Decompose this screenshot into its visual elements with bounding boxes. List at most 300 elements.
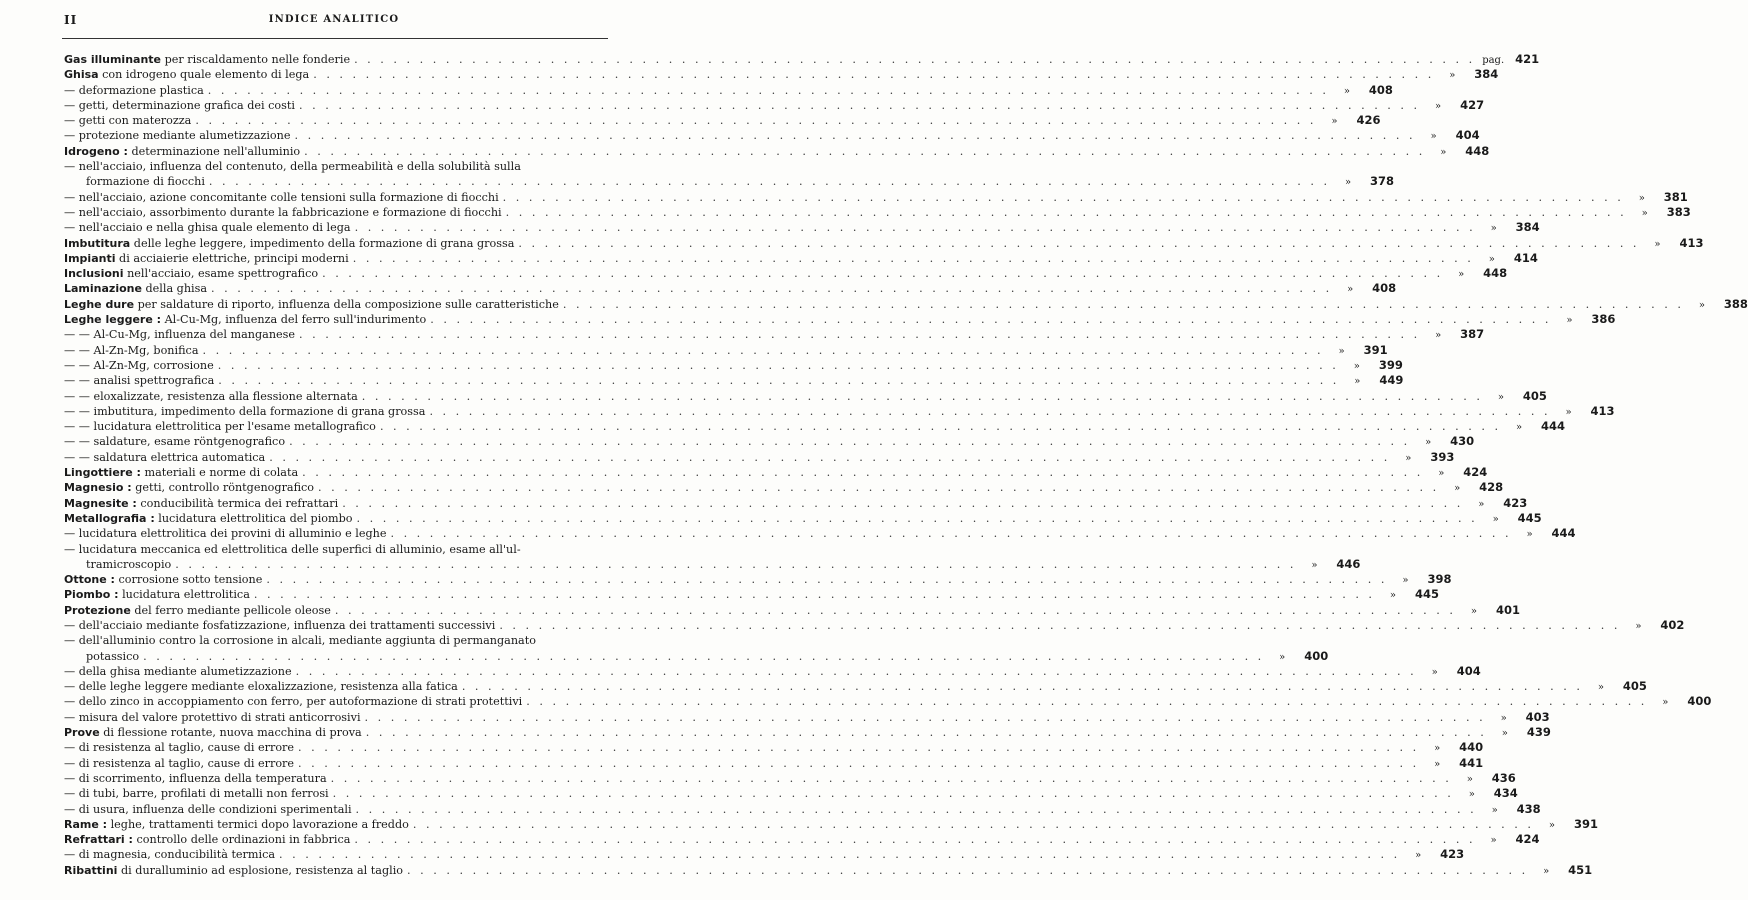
index-entry (64, 250, 1538, 266)
entry-text (64, 572, 262, 587)
entry-text (64, 67, 309, 82)
entry-text (64, 434, 285, 449)
entry-text (64, 358, 214, 373)
entry-text (64, 98, 295, 113)
page-prefix: » (1279, 651, 1286, 663)
index-entry (64, 189, 1688, 205)
entry-description: del ferro mediante pellicole oleose (130, 603, 331, 617)
page-prefix: » (1454, 483, 1461, 495)
entry-term: Magnesio : (64, 481, 132, 495)
page-prefix: » (1434, 758, 1441, 770)
index-entry (64, 296, 1748, 312)
entry-description: — nell'acciaio, influenza del contenuto, della permeabilità e della solubilità sulla (64, 160, 521, 174)
page-reference: 384 (1515, 220, 1540, 235)
page-reference: 405 (1522, 388, 1547, 403)
index-entry (64, 725, 1551, 740)
entry-text (64, 587, 250, 602)
dot-leader (208, 83, 1329, 98)
page-prefix: » (1662, 697, 1669, 709)
page-prefix: » (1490, 835, 1497, 847)
index-entry (64, 113, 1381, 128)
index-entry (64, 373, 1404, 388)
page-reference: 438 (1516, 801, 1541, 816)
entry-text (86, 174, 205, 189)
index-entry (64, 312, 1616, 327)
page-reference: 444 (1551, 526, 1576, 541)
page-reference: 441 (1459, 755, 1484, 770)
entry-text (64, 83, 204, 98)
dot-leader (294, 128, 1415, 143)
page-reference: 430 (1450, 434, 1475, 449)
dot-leader (304, 144, 1425, 159)
entry-description: — nell'acciaio, azione concomitante colle tensioni sulla formazione di fiocchi (64, 190, 499, 204)
page-reference: 387 (1460, 327, 1485, 342)
dot-leader (366, 725, 1487, 740)
entry-text (64, 832, 350, 847)
page-prefix: » (1500, 712, 1507, 724)
page-prefix: » (1492, 513, 1499, 525)
index-entry (64, 663, 1481, 679)
entry-text (64, 465, 298, 480)
dot-leader (354, 832, 1475, 847)
index-entry (64, 633, 604, 648)
dot-leader (333, 786, 1454, 801)
page-reference: 424 (1515, 832, 1540, 847)
entry-text (64, 419, 376, 434)
page-prefix: » (1515, 422, 1523, 434)
entry-term: Protezione (64, 603, 131, 617)
entry-text (64, 694, 522, 709)
page-reference: 423 (1503, 495, 1528, 510)
page-reference: 448 (1465, 143, 1490, 158)
entry-description: lucidatura elettrolitica del piombo (154, 511, 353, 525)
dot-leader (299, 98, 1420, 113)
page-prefix: pag. (1482, 55, 1505, 66)
entry-term: Ottone : (64, 573, 115, 587)
page-reference: 403 (1525, 709, 1550, 724)
entry-description: lucidatura elettrolitica (118, 588, 250, 602)
entry-description: — nell'acciaio, assorbimento durante la fabbricazione e formazione di fiocchi (64, 205, 502, 219)
page-reference: 398 (1427, 572, 1452, 587)
page-prefix: » (1468, 789, 1475, 801)
index-entry (64, 832, 1540, 847)
dot-leader (318, 480, 1439, 495)
page-reference: 381 (1663, 189, 1688, 204)
dot-leader (342, 496, 1463, 511)
dot-leader (266, 572, 1387, 587)
entry-description: leghe, trattamenti termici dopo lavorazione a freddo (107, 817, 409, 831)
page-prefix: » (1497, 391, 1504, 403)
entry-text (86, 649, 139, 664)
dot-leader (353, 251, 1474, 266)
dot-leader (203, 343, 1324, 358)
page-prefix: » (1434, 743, 1441, 755)
entry-text (64, 664, 292, 679)
entry-description: con idrogeno quale elemento di lega (98, 68, 310, 82)
page-prefix: » (1389, 590, 1397, 602)
index-entry (64, 403, 1615, 419)
entry-description: nell'acciaio, esame spettrografico (123, 267, 319, 281)
entry-description: — nell'acciaio e nella ghisa quale elemento di lega (64, 221, 351, 235)
page-prefix: » (1565, 406, 1572, 418)
entry-text (64, 190, 499, 205)
entry-term: Prove (64, 726, 100, 740)
entry-text (64, 251, 349, 266)
page-reference: 434 (1493, 786, 1518, 801)
dot-leader (211, 281, 1332, 296)
index-entry (64, 740, 1484, 755)
page-reference: 444 (1541, 419, 1566, 434)
page-reference: 421 (1515, 52, 1540, 66)
entry-text (64, 603, 331, 618)
page-prefix: » (1654, 238, 1661, 250)
page-prefix: » (1526, 529, 1533, 541)
index-entry (64, 786, 1518, 801)
page-reference: 423 (1440, 847, 1465, 862)
dot-leader (313, 67, 1434, 82)
index-entry (64, 327, 1485, 342)
index-entry (64, 556, 1361, 572)
entry-description: — getti, determinazione grafica dei costi (64, 98, 295, 112)
page-reference: 448 (1483, 266, 1508, 281)
page-reference: 391 (1573, 816, 1598, 831)
page-prefix: » (1347, 284, 1354, 296)
entry-description: corrosione sotto tensione (114, 573, 263, 587)
entry-description: — di scorrimento, influenza della temperatura (64, 771, 327, 785)
page-prefix: » (1548, 819, 1556, 831)
entry-text (64, 756, 294, 771)
entry-text (64, 802, 352, 817)
entry-text (64, 725, 362, 740)
index-entry (64, 694, 1712, 709)
index-entry (64, 755, 1484, 771)
index-entry (64, 434, 1475, 449)
index-entry (64, 847, 1465, 862)
entry-term: Ribattini (64, 863, 118, 877)
dot-leader (503, 190, 1624, 205)
dot-leader (143, 649, 1264, 664)
dot-leader (462, 679, 1583, 694)
dot-leader (195, 113, 1316, 128)
page-prefix: » (1458, 269, 1465, 281)
page-prefix: » (1698, 299, 1705, 311)
page-prefix: » (1449, 70, 1456, 82)
entry-description: — — analisi spettrografica (64, 374, 215, 388)
entry-text (64, 144, 300, 159)
dot-leader (254, 587, 1375, 602)
entry-description: delle leghe leggere, impedimento della formazione di grana grossa (130, 236, 515, 250)
entry-text (64, 450, 265, 465)
index-entry (64, 388, 1547, 404)
entry-description: Al-Cu-Mg, influenza del ferro sull'indurimento (161, 313, 427, 327)
entry-text (64, 633, 536, 648)
entry-text (64, 327, 295, 342)
dot-leader (526, 694, 1647, 709)
page-prefix: » (1641, 207, 1648, 219)
page-title: INDICE ANALITICO (268, 14, 400, 25)
dot-leader (563, 297, 1684, 312)
dot-leader (354, 52, 1475, 67)
page-reference: 424 (1463, 465, 1488, 480)
dot-leader (429, 404, 1550, 419)
page-prefix: » (1490, 223, 1497, 235)
page-prefix: » (1597, 682, 1604, 694)
page-reference: 378 (1370, 174, 1395, 189)
entry-text (64, 526, 386, 541)
page-prefix: » (1343, 85, 1350, 97)
dot-leader (430, 312, 1551, 327)
entry-text (64, 863, 403, 878)
entry-description: per saldature di riporto, influenza della composizione sulle caratteristiche (134, 297, 559, 311)
dot-leader (289, 434, 1410, 449)
entry-description: — — saldatura elettrica automatica (64, 450, 266, 464)
entry-description: — — eloxalizzate, resistenza alla flessione alternata (64, 389, 358, 403)
entry-term: Inclusioni (64, 267, 124, 281)
entry-text (86, 557, 171, 572)
entry-term: Refrattari : (64, 833, 133, 847)
page-reference: 405 (1622, 679, 1647, 694)
page-reference: 426 (1356, 113, 1381, 128)
page-reference: 400 (1304, 648, 1329, 663)
index-entry (64, 174, 1395, 189)
index-entry (64, 862, 1593, 878)
entry-text (64, 159, 521, 174)
page-prefix: » (1338, 345, 1345, 357)
page-reference: 449 (1379, 373, 1404, 388)
entry-description: — — Al-Cu-Mg, influenza del manganese (64, 328, 296, 342)
index-entry (64, 143, 1490, 159)
entry-description: — delle leghe leggere mediante eloxalizzazione, resistenza alla fatica (64, 680, 458, 694)
dot-leader (296, 664, 1417, 679)
page-prefix: » (1566, 315, 1573, 327)
page-prefix: » (1440, 146, 1447, 158)
entry-description: — della ghisa mediante alumetizzazione (64, 664, 292, 678)
dot-leader (407, 863, 1528, 878)
page-reference: 399 (1378, 357, 1403, 372)
page-prefix: » (1438, 468, 1445, 480)
dot-leader (175, 557, 1296, 572)
index-entries (64, 52, 1748, 878)
entry-text (64, 480, 314, 495)
entry-description: — di magnesia, conducibilità termica (64, 848, 276, 862)
page-reference: 440 (1459, 740, 1484, 755)
index-entry (64, 128, 1480, 143)
page-reference: 388 (1723, 296, 1748, 311)
dot-leader (380, 419, 1501, 434)
dot-leader (209, 174, 1330, 189)
entry-text (64, 220, 351, 235)
page-header (64, 13, 604, 29)
entry-text (64, 113, 191, 128)
page-reference: 391 (1363, 342, 1388, 357)
dot-leader (499, 618, 1620, 633)
page-prefix: » (1415, 850, 1422, 862)
page-prefix: » (1470, 605, 1478, 617)
entry-description: — getti con materozza (64, 114, 192, 128)
page-reference: 446 (1336, 556, 1361, 571)
dot-leader (365, 710, 1486, 725)
page-prefix: » (1402, 575, 1409, 587)
page-reference: 445 (1517, 510, 1542, 525)
index-entry (64, 465, 1488, 480)
entry-text (64, 542, 521, 557)
dot-leader (218, 358, 1339, 373)
entry-description: — di resistenza al taglio, cause di errore (64, 741, 295, 755)
entry-description: — — Al-Zn-Mg, bonifica (64, 343, 199, 357)
dot-leader (322, 266, 1443, 281)
dot-leader (218, 373, 1339, 388)
dot-leader (506, 205, 1627, 220)
index-entry (64, 159, 604, 174)
page-prefix: » (1638, 192, 1645, 204)
page-reference: 404 (1455, 128, 1480, 143)
dot-leader (355, 220, 1476, 235)
entry-text (64, 786, 329, 801)
index-entry (64, 602, 1520, 618)
page-reference: 414 (1513, 250, 1538, 265)
entry-description: — di usura, influenza delle condizioni sperimentali (64, 802, 352, 816)
entry-text (64, 343, 199, 358)
index-entry (64, 97, 1485, 113)
dot-leader (279, 847, 1400, 862)
page-reference: 408 (1368, 82, 1393, 97)
page-reference: 436 (1491, 770, 1516, 785)
page-reference: 384 (1474, 67, 1499, 82)
index-entry (64, 342, 1388, 358)
entry-description: di flessione rotante, nuova macchina di prova (99, 726, 362, 740)
dot-leader (518, 236, 1639, 251)
page-prefix: » (1430, 131, 1437, 143)
entry-text (64, 266, 318, 281)
page-reference: 386 (1591, 312, 1616, 327)
entry-description: — — imbutitura, impedimento della formazione di grana grossa (64, 404, 426, 418)
index-entry (64, 82, 1393, 98)
entry-text (64, 740, 294, 755)
index-entry (64, 52, 1540, 67)
page-prefix: » (1478, 498, 1485, 510)
entry-description: — — saldature, esame röntgenografico (64, 435, 286, 449)
index-entry (64, 510, 1542, 526)
dot-leader (356, 802, 1477, 817)
page-prefix: » (1435, 100, 1442, 112)
dot-leader (298, 740, 1419, 755)
page-prefix: » (1405, 452, 1412, 464)
page-prefix: » (1435, 330, 1442, 342)
entry-term: Rame : (64, 817, 108, 831)
header-rule (62, 38, 608, 39)
entry-description: determinazione nell'alluminio (127, 144, 301, 158)
entry-description: controllo delle ordinazioni in fabbrica (132, 833, 351, 847)
page-prefix: » (1501, 728, 1508, 740)
entry-term: Idrogeno : (64, 144, 128, 158)
entry-text (64, 496, 338, 511)
entry-text (64, 373, 214, 388)
entry-text (64, 52, 350, 67)
page-prefix: » (1488, 253, 1495, 265)
index-entry (64, 357, 1403, 373)
page-reference: 393 (1430, 449, 1455, 464)
entry-description: — protezione mediante alumetizzazione (64, 129, 291, 143)
entry-term: Leghe leggere : (64, 313, 162, 327)
dot-leader (357, 511, 1478, 526)
entry-description: della ghisa (141, 282, 208, 296)
entry-description: per riscaldamento nelle fonderie (161, 53, 351, 66)
page-reference: 439 (1526, 725, 1551, 740)
entry-description: — lucidatura meccanica ed elettrolitica delle superfici di alluminio, esame all'ul- (64, 542, 521, 556)
dot-leader (299, 327, 1420, 342)
index-entry (64, 220, 1540, 235)
page-reference: 401 (1495, 602, 1520, 617)
entry-description: — — lucidatura elettrolitica per l'esame metallografico (64, 420, 376, 434)
page-reference: 451 (1568, 862, 1593, 877)
entry-text (64, 281, 207, 296)
entry-term: Lingottiere : (64, 466, 141, 480)
entry-term: Leghe dure (64, 297, 135, 311)
index-entry (64, 526, 1576, 541)
entry-description: conducibilità termica dei refrattari (136, 496, 339, 510)
page-reference: 404 (1456, 663, 1481, 678)
page-prefix: » (1431, 666, 1438, 678)
index-entry (64, 542, 604, 557)
page-prefix: » (1311, 559, 1318, 571)
entry-text (64, 618, 495, 633)
entry-description: — dello zinco in accoppiamento con ferro, per autoformazione di strati protettivi (64, 695, 523, 709)
entry-description: di duralluminio ad esplosione, resistenza al taglio (117, 863, 404, 877)
entry-term: Ghisa (64, 68, 99, 82)
entry-text (64, 710, 361, 725)
dot-leader (413, 817, 1534, 832)
page-prefix: » (1635, 620, 1642, 632)
index-entry (64, 648, 1329, 664)
entry-description: — misura del valore protettivo di strati anticorrosivi (64, 710, 361, 724)
dot-leader (335, 603, 1456, 618)
index-entry (64, 281, 1397, 296)
index-entry (64, 679, 1647, 694)
entry-term: Laminazione (64, 282, 142, 296)
index-entry (64, 572, 1452, 587)
entry-description: — lucidatura elettrolitica dei provini di alluminio e leghe (64, 527, 387, 541)
index-entry (64, 709, 1550, 725)
index-entry (64, 67, 1499, 82)
page-reference: 402 (1660, 617, 1685, 632)
page-prefix: » (1353, 360, 1360, 372)
page-prefix: » (1543, 865, 1550, 877)
entry-term: Imbutitura (64, 236, 131, 250)
entry-description: — — Al-Zn-Mg, corrosione (64, 358, 214, 372)
entry-description: formazione di fiocchi (86, 175, 205, 189)
entry-description: materiali e norme di colata (140, 466, 299, 480)
entry-text (64, 817, 409, 832)
entry-term: Metallografia : (64, 511, 155, 525)
page-reference: 413 (1590, 403, 1615, 418)
entry-term: Magnesite : (64, 496, 137, 510)
index-entry (64, 419, 1566, 434)
entry-text (64, 771, 327, 786)
entry-description: — di resistenza al taglio, cause di errore (64, 756, 295, 770)
index-entry (64, 235, 1704, 251)
entry-text (64, 312, 426, 327)
dot-leader (269, 450, 1390, 465)
dot-leader (302, 465, 1423, 480)
page-reference: 427 (1460, 97, 1485, 112)
entry-description: — di tubi, barre, profilati di metalli non ferrosi (64, 787, 329, 801)
page-reference: 445 (1414, 587, 1439, 602)
page-reference: 428 (1479, 480, 1504, 495)
entry-text (64, 679, 458, 694)
index-entry (64, 449, 1455, 465)
page-prefix: » (1466, 773, 1473, 785)
entry-text (64, 205, 502, 220)
